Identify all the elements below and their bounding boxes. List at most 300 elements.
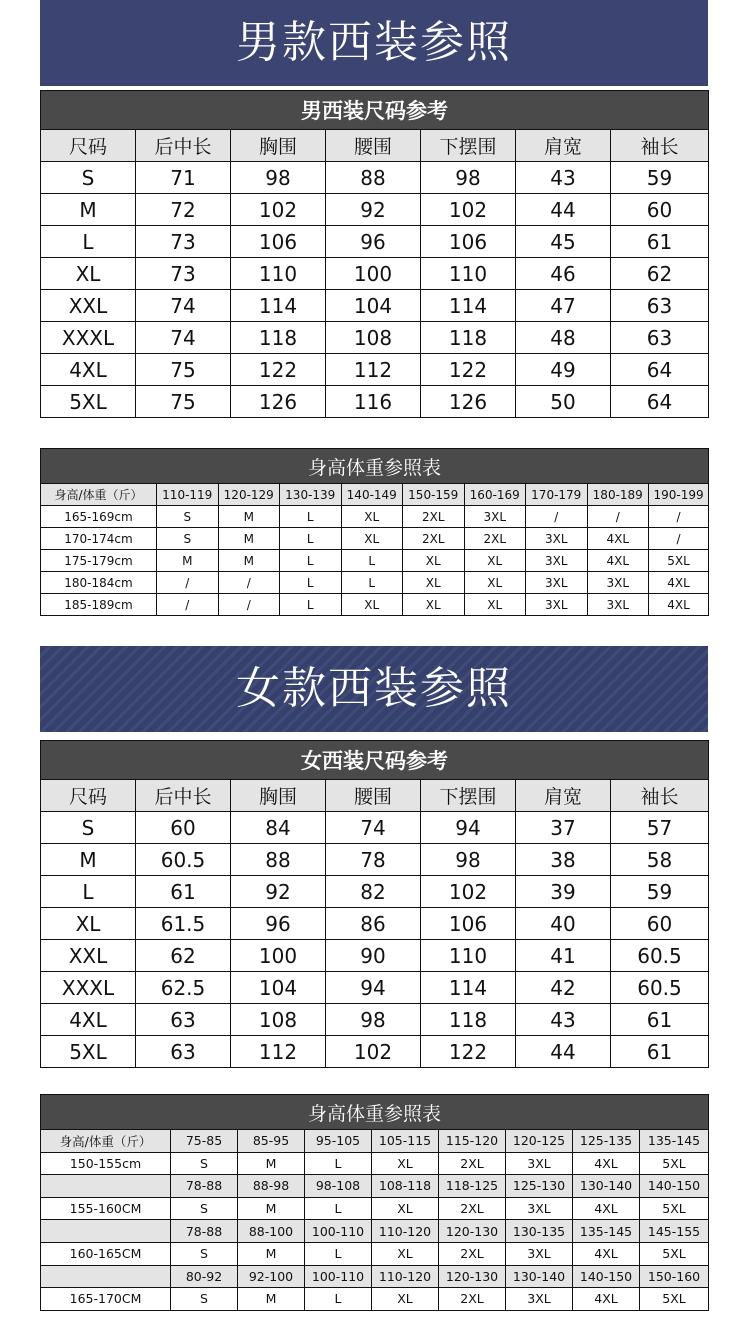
men-size-value: 74 [136,322,231,354]
men-size-value: 73 [136,226,231,258]
men-size-value: 118 [421,322,516,354]
women-size-value: 92 [231,876,326,908]
men-hw-table-title: 身高体重参照表 [41,449,709,484]
women-hw-size-value: L [305,1242,372,1265]
women-hw-size-value: 5XL [640,1152,709,1175]
women-hw-size-value: 2XL [439,1152,506,1175]
women-hw-size-value: XL [372,1197,439,1220]
men-banner [40,0,708,86]
men-size-value: 46 [516,258,611,290]
women-size-value: 60.5 [136,844,231,876]
men-size-value: 75 [136,386,231,418]
women-hw-weight-header: 130-140 [506,1265,573,1288]
women-hw-corner-cell: 身高/体重（斤） [41,1130,171,1153]
men-size-row [41,226,709,258]
women-hw-weight-header: 110-120 [372,1265,439,1288]
men-size-title-row [41,91,709,130]
women-hw-weight-header: 78-88 [171,1220,238,1243]
men-size-header-cell: 尺码 [41,130,136,162]
women-size-header-cell: 肩宽 [516,780,611,812]
women-size-value: 104 [231,972,326,1004]
men-size-value: 126 [231,386,326,418]
men-hw-size-value: XL [341,594,403,616]
women-size-header-cell: 下摆围 [421,780,516,812]
women-hw-weight-header: 140-150 [640,1175,709,1198]
women-hw-weight-header: 100-110 [305,1220,372,1243]
women-size-value: 84 [231,812,326,844]
men-size-value: 126 [421,386,516,418]
women-hw-weight-header: 125-130 [506,1175,573,1198]
women-size-label: XXXL [41,972,136,1004]
men-size-label: L [41,226,136,258]
women-hw-size-value: L [305,1288,372,1311]
women-size-value: 61.5 [136,908,231,940]
women-size-value: 58 [611,844,709,876]
men-size-header-cell: 下摆围 [421,130,516,162]
men-hw-size-value: M [157,550,219,572]
men-hw-size-value: L [280,594,342,616]
women-hw-size-value: XL [372,1288,439,1311]
women-size-value: 98 [326,1004,421,1036]
women-size-label: XL [41,908,136,940]
women-size-value: 41 [516,940,611,972]
women-hw-size-value: S [171,1242,238,1265]
men-size-value: 63 [611,322,709,354]
men-hw-row [41,506,709,528]
women-size-row [41,940,709,972]
men-size-table-title: 男西装尺码参考 [41,91,709,130]
men-hw-size-value: / [157,572,219,594]
men-hw-weight-header: 160-169 [464,484,526,506]
women-size-row [41,876,709,908]
women-hw-weight-header: 118-125 [439,1175,506,1198]
women-size-value: 102 [421,876,516,908]
women-size-value: 118 [421,1004,516,1036]
men-size-header-cell: 胸围 [231,130,326,162]
women-size-value: 43 [516,1004,611,1036]
women-hw-size-value: 3XL [506,1197,573,1220]
men-size-header-row [41,130,709,162]
men-hw-size-value: 5XL [649,550,709,572]
men-size-header-cell: 后中长 [136,130,231,162]
women-size-label: M [41,844,136,876]
men-size-value: 122 [421,354,516,386]
women-hw-height-label: 160-165CM [41,1242,171,1265]
women-hw-weight-row [41,1175,709,1198]
women-hw-size-value: S [171,1197,238,1220]
women-hw-weight-header: 135-145 [640,1130,709,1153]
women-hw-weight-header: 108-118 [372,1175,439,1198]
men-size-value: 74 [136,290,231,322]
women-hw-size-row [41,1242,709,1265]
women-hw-size-value: 3XL [506,1152,573,1175]
men-size-value: 96 [326,226,421,258]
women-hw-size-row [41,1197,709,1220]
men-size-value: 106 [421,226,516,258]
men-hw-size-value: XL [403,594,465,616]
women-size-value: 86 [326,908,421,940]
women-hw-weight-row [41,1220,709,1243]
women-hw-size-value: M [238,1152,305,1175]
women-hw-weight-header: 75-85 [171,1130,238,1153]
men-size-label: M [41,194,136,226]
women-hw-size-value: 2XL [439,1288,506,1311]
women-hw-weight-header: 140-150 [573,1265,640,1288]
women-hw-weight-header: 100-110 [305,1265,372,1288]
men-size-value: 64 [611,386,709,418]
men-size-label: 5XL [41,386,136,418]
women-size-value: 102 [326,1036,421,1068]
women-size-value: 122 [421,1036,516,1068]
women-hw-weight-row [41,1130,709,1153]
women-size-value: 94 [326,972,421,1004]
men-size-value: 59 [611,162,709,194]
men-hw-size-value: 3XL [587,572,649,594]
men-hw-corner-cell: 身高/体重（斤） [41,484,157,506]
women-size-value: 106 [421,908,516,940]
women-hw-weight-header: 120-125 [506,1130,573,1153]
women-size-table-title: 女西装尺码参考 [41,741,709,780]
women-hw-blank-cell [41,1220,171,1243]
women-size-value: 61 [136,876,231,908]
women-size-header-cell: 尺码 [41,780,136,812]
women-hw-weight-header: 135-145 [573,1220,640,1243]
women-size-value: 94 [421,812,516,844]
men-hw-size-value: M [218,528,280,550]
men-hw-size-value: XL [464,572,526,594]
women-hw-title-row [41,1095,709,1130]
men-hw-size-value: S [157,528,219,550]
men-hw-size-value: XL [403,550,465,572]
men-size-value: 92 [326,194,421,226]
women-hw-size-value: L [305,1152,372,1175]
men-size-value: 72 [136,194,231,226]
men-hw-size-value: 4XL [649,572,709,594]
men-size-value: 75 [136,354,231,386]
men-size-row [41,194,709,226]
women-hw-weight-header: 85-95 [238,1130,305,1153]
women-hw-size-value: S [171,1152,238,1175]
men-size-value: 60 [611,194,709,226]
women-size-value: 90 [326,940,421,972]
women-hw-size-value: M [238,1242,305,1265]
men-hw-size-value: L [280,506,342,528]
women-size-value: 82 [326,876,421,908]
men-size-row [41,290,709,322]
women-hw-weight-header: 88-98 [238,1175,305,1198]
women-size-value: 60.5 [611,940,709,972]
men-size-value: 64 [611,354,709,386]
women-hw-weight-header: 92-100 [238,1265,305,1288]
men-hw-weight-header: 140-149 [341,484,403,506]
men-hw-size-value: 3XL [526,528,588,550]
men-size-value: 61 [611,226,709,258]
women-size-value: 57 [611,812,709,844]
men-size-label: 4XL [41,354,136,386]
women-size-value: 39 [516,876,611,908]
women-hw-size-value: 5XL [640,1288,709,1311]
men-hw-height-label: 170-174cm [41,528,157,550]
men-hw-size-value: L [280,528,342,550]
men-hw-size-value: / [587,506,649,528]
men-hw-size-value: / [157,594,219,616]
men-hw-size-value: XL [341,506,403,528]
men-size-row [41,162,709,194]
women-size-header-cell: 腰围 [326,780,421,812]
men-hw-weight-header: 110-119 [157,484,219,506]
women-size-value: 112 [231,1036,326,1068]
women-hw-size-value: 3XL [506,1242,573,1265]
women-hw-height-label: 150-155cm [41,1152,171,1175]
women-hw-size-value: M [238,1288,305,1311]
men-hw-title-row [41,449,709,484]
men-size-value: 114 [231,290,326,322]
women-hw-weight-header: 80-92 [171,1265,238,1288]
women-hw-size-value: 4XL [573,1197,640,1220]
men-hw-size-value: 3XL [587,594,649,616]
men-hw-height-label: 185-189cm [41,594,157,616]
men-hw-size-value: / [526,506,588,528]
women-size-header-cell: 胸围 [231,780,326,812]
men-size-value: 102 [421,194,516,226]
men-hw-size-value: / [218,572,280,594]
women-size-value: 98 [421,844,516,876]
women-hw-weight-header: 125-135 [573,1130,640,1153]
women-size-row [41,844,709,876]
women-size-row [41,1036,709,1068]
women-hw-blank-cell [41,1265,171,1288]
men-size-header-cell: 袖长 [611,130,709,162]
men-size-value: 118 [231,322,326,354]
women-size-value: 108 [231,1004,326,1036]
men-size-header-cell: 肩宽 [516,130,611,162]
men-size-label: XXL [41,290,136,322]
men-hw-height-label: 180-184cm [41,572,157,594]
men-size-value: 106 [231,226,326,258]
men-size-row [41,322,709,354]
women-size-value: 44 [516,1036,611,1068]
women-hw-weight-header: 130-140 [573,1175,640,1198]
women-size-value: 110 [421,940,516,972]
men-size-value: 48 [516,322,611,354]
women-size-label: L [41,876,136,908]
men-hw-height-label: 165-169cm [41,506,157,528]
men-size-value: 45 [516,226,611,258]
men-hw-size-value: L [280,550,342,572]
men-size-value: 43 [516,162,611,194]
men-size-value: 98 [421,162,516,194]
men-size-row [41,258,709,290]
women-height-weight-table [40,1094,709,1311]
women-size-value: 38 [516,844,611,876]
men-size-value: 110 [231,258,326,290]
women-size-table [40,740,709,1068]
women-size-value: 61 [611,1036,709,1068]
women-size-value: 88 [231,844,326,876]
women-size-row [41,812,709,844]
women-size-value: 62 [136,940,231,972]
men-hw-size-value: 2XL [403,528,465,550]
men-hw-size-value: S [157,506,219,528]
women-size-value: 78 [326,844,421,876]
women-hw-weight-header: 120-130 [439,1220,506,1243]
men-size-value: 44 [516,194,611,226]
women-size-value: 40 [516,908,611,940]
women-size-label: S [41,812,136,844]
men-size-row [41,354,709,386]
women-hw-size-value: 5XL [640,1242,709,1265]
women-hw-weight-header: 95-105 [305,1130,372,1153]
men-banner-title: 男款西装参照 [236,17,512,68]
women-size-title-row [41,741,709,780]
men-size-header-cell: 腰围 [326,130,421,162]
women-size-row [41,908,709,940]
women-size-value: 62.5 [136,972,231,1004]
women-hw-size-value: 4XL [573,1242,640,1265]
women-hw-size-value: S [171,1288,238,1311]
men-hw-size-value: 3XL [464,506,526,528]
men-size-value: 71 [136,162,231,194]
women-banner-title: 女款西装参照 [236,663,512,714]
men-size-value: 114 [421,290,516,322]
men-hw-size-value: XL [464,594,526,616]
men-hw-row [41,528,709,550]
women-size-row [41,972,709,1004]
men-hw-size-value: L [341,572,403,594]
men-size-value: 102 [231,194,326,226]
women-hw-weight-header: 78-88 [171,1175,238,1198]
men-size-value: 47 [516,290,611,322]
men-size-value: 100 [326,258,421,290]
men-hw-size-value: L [280,572,342,594]
men-size-table [40,90,709,418]
women-hw-weight-header: 98-108 [305,1175,372,1198]
women-hw-size-value: 4XL [573,1288,640,1311]
men-hw-row [41,572,709,594]
women-hw-size-value: XL [372,1242,439,1265]
women-size-value: 114 [421,972,516,1004]
men-hw-height-label: 175-179cm [41,550,157,572]
men-size-value: 108 [326,322,421,354]
men-size-value: 49 [516,354,611,386]
women-hw-blank-cell [41,1175,171,1198]
women-hw-size-value: 2XL [439,1197,506,1220]
men-size-value: 63 [611,290,709,322]
women-hw-size-row [41,1288,709,1311]
women-hw-height-label: 155-160CM [41,1197,171,1220]
men-hw-header-row [41,484,709,506]
women-hw-size-value: L [305,1197,372,1220]
men-hw-size-value: L [341,550,403,572]
men-hw-size-value: 3XL [526,572,588,594]
men-size-value: 116 [326,386,421,418]
men-hw-size-value: / [649,506,709,528]
men-hw-weight-header: 170-179 [526,484,588,506]
men-hw-size-value: XL [403,572,465,594]
women-hw-size-value: 4XL [573,1152,640,1175]
men-size-value: 98 [231,162,326,194]
women-hw-height-label: 165-170CM [41,1288,171,1311]
women-size-value: 59 [611,876,709,908]
men-hw-size-value: M [218,506,280,528]
women-size-value: 74 [326,812,421,844]
men-hw-weight-header: 130-139 [280,484,342,506]
women-size-value: 63 [136,1036,231,1068]
men-size-value: 50 [516,386,611,418]
men-hw-size-value: / [218,594,280,616]
women-size-value: 37 [516,812,611,844]
women-hw-size-value: M [238,1197,305,1220]
men-hw-size-value: XL [341,528,403,550]
men-hw-size-value: 2XL [403,506,465,528]
men-hw-size-value: 4XL [587,528,649,550]
women-size-value: 60.5 [611,972,709,1004]
men-hw-weight-header: 180-189 [587,484,649,506]
women-hw-size-value: XL [372,1152,439,1175]
men-size-value: 73 [136,258,231,290]
women-size-header-cell: 袖长 [611,780,709,812]
women-banner [40,646,708,732]
women-hw-weight-header: 110-120 [372,1220,439,1243]
men-size-label: XL [41,258,136,290]
men-hw-size-value: 4XL [649,594,709,616]
men-hw-size-value: 2XL [464,528,526,550]
women-size-value: 100 [231,940,326,972]
men-hw-weight-header: 190-199 [649,484,709,506]
women-hw-size-row [41,1152,709,1175]
women-hw-weight-header: 130-135 [506,1220,573,1243]
women-size-value: 42 [516,972,611,1004]
men-hw-size-value: XL [464,550,526,572]
men-size-value: 62 [611,258,709,290]
women-hw-size-value: 2XL [439,1242,506,1265]
women-size-value: 96 [231,908,326,940]
women-hw-weight-row [41,1265,709,1288]
women-size-header-row [41,780,709,812]
women-hw-weight-header: 145-155 [640,1220,709,1243]
women-size-label: 5XL [41,1036,136,1068]
men-hw-size-value: M [218,550,280,572]
men-hw-size-value: 3XL [526,550,588,572]
men-hw-weight-header: 120-129 [218,484,280,506]
men-hw-weight-header: 150-159 [403,484,465,506]
women-hw-size-value: 5XL [640,1197,709,1220]
men-size-label: XXXL [41,322,136,354]
men-hw-size-value: 3XL [526,594,588,616]
men-hw-size-value: / [649,528,709,550]
women-hw-size-value: 3XL [506,1288,573,1311]
women-size-value: 60 [136,812,231,844]
men-size-value: 122 [231,354,326,386]
men-hw-row [41,550,709,572]
men-size-row [41,386,709,418]
women-size-value: 60 [611,908,709,940]
women-hw-weight-header: 105-115 [372,1130,439,1153]
women-size-value: 63 [136,1004,231,1036]
men-size-value: 88 [326,162,421,194]
women-size-value: 61 [611,1004,709,1036]
men-size-value: 104 [326,290,421,322]
women-size-label: XXL [41,940,136,972]
men-size-value: 110 [421,258,516,290]
men-size-value: 112 [326,354,421,386]
men-hw-row [41,594,709,616]
men-hw-size-value: 4XL [587,550,649,572]
women-size-header-cell: 后中长 [136,780,231,812]
men-size-label: S [41,162,136,194]
men-height-weight-table [40,448,709,616]
women-size-label: 4XL [41,1004,136,1036]
